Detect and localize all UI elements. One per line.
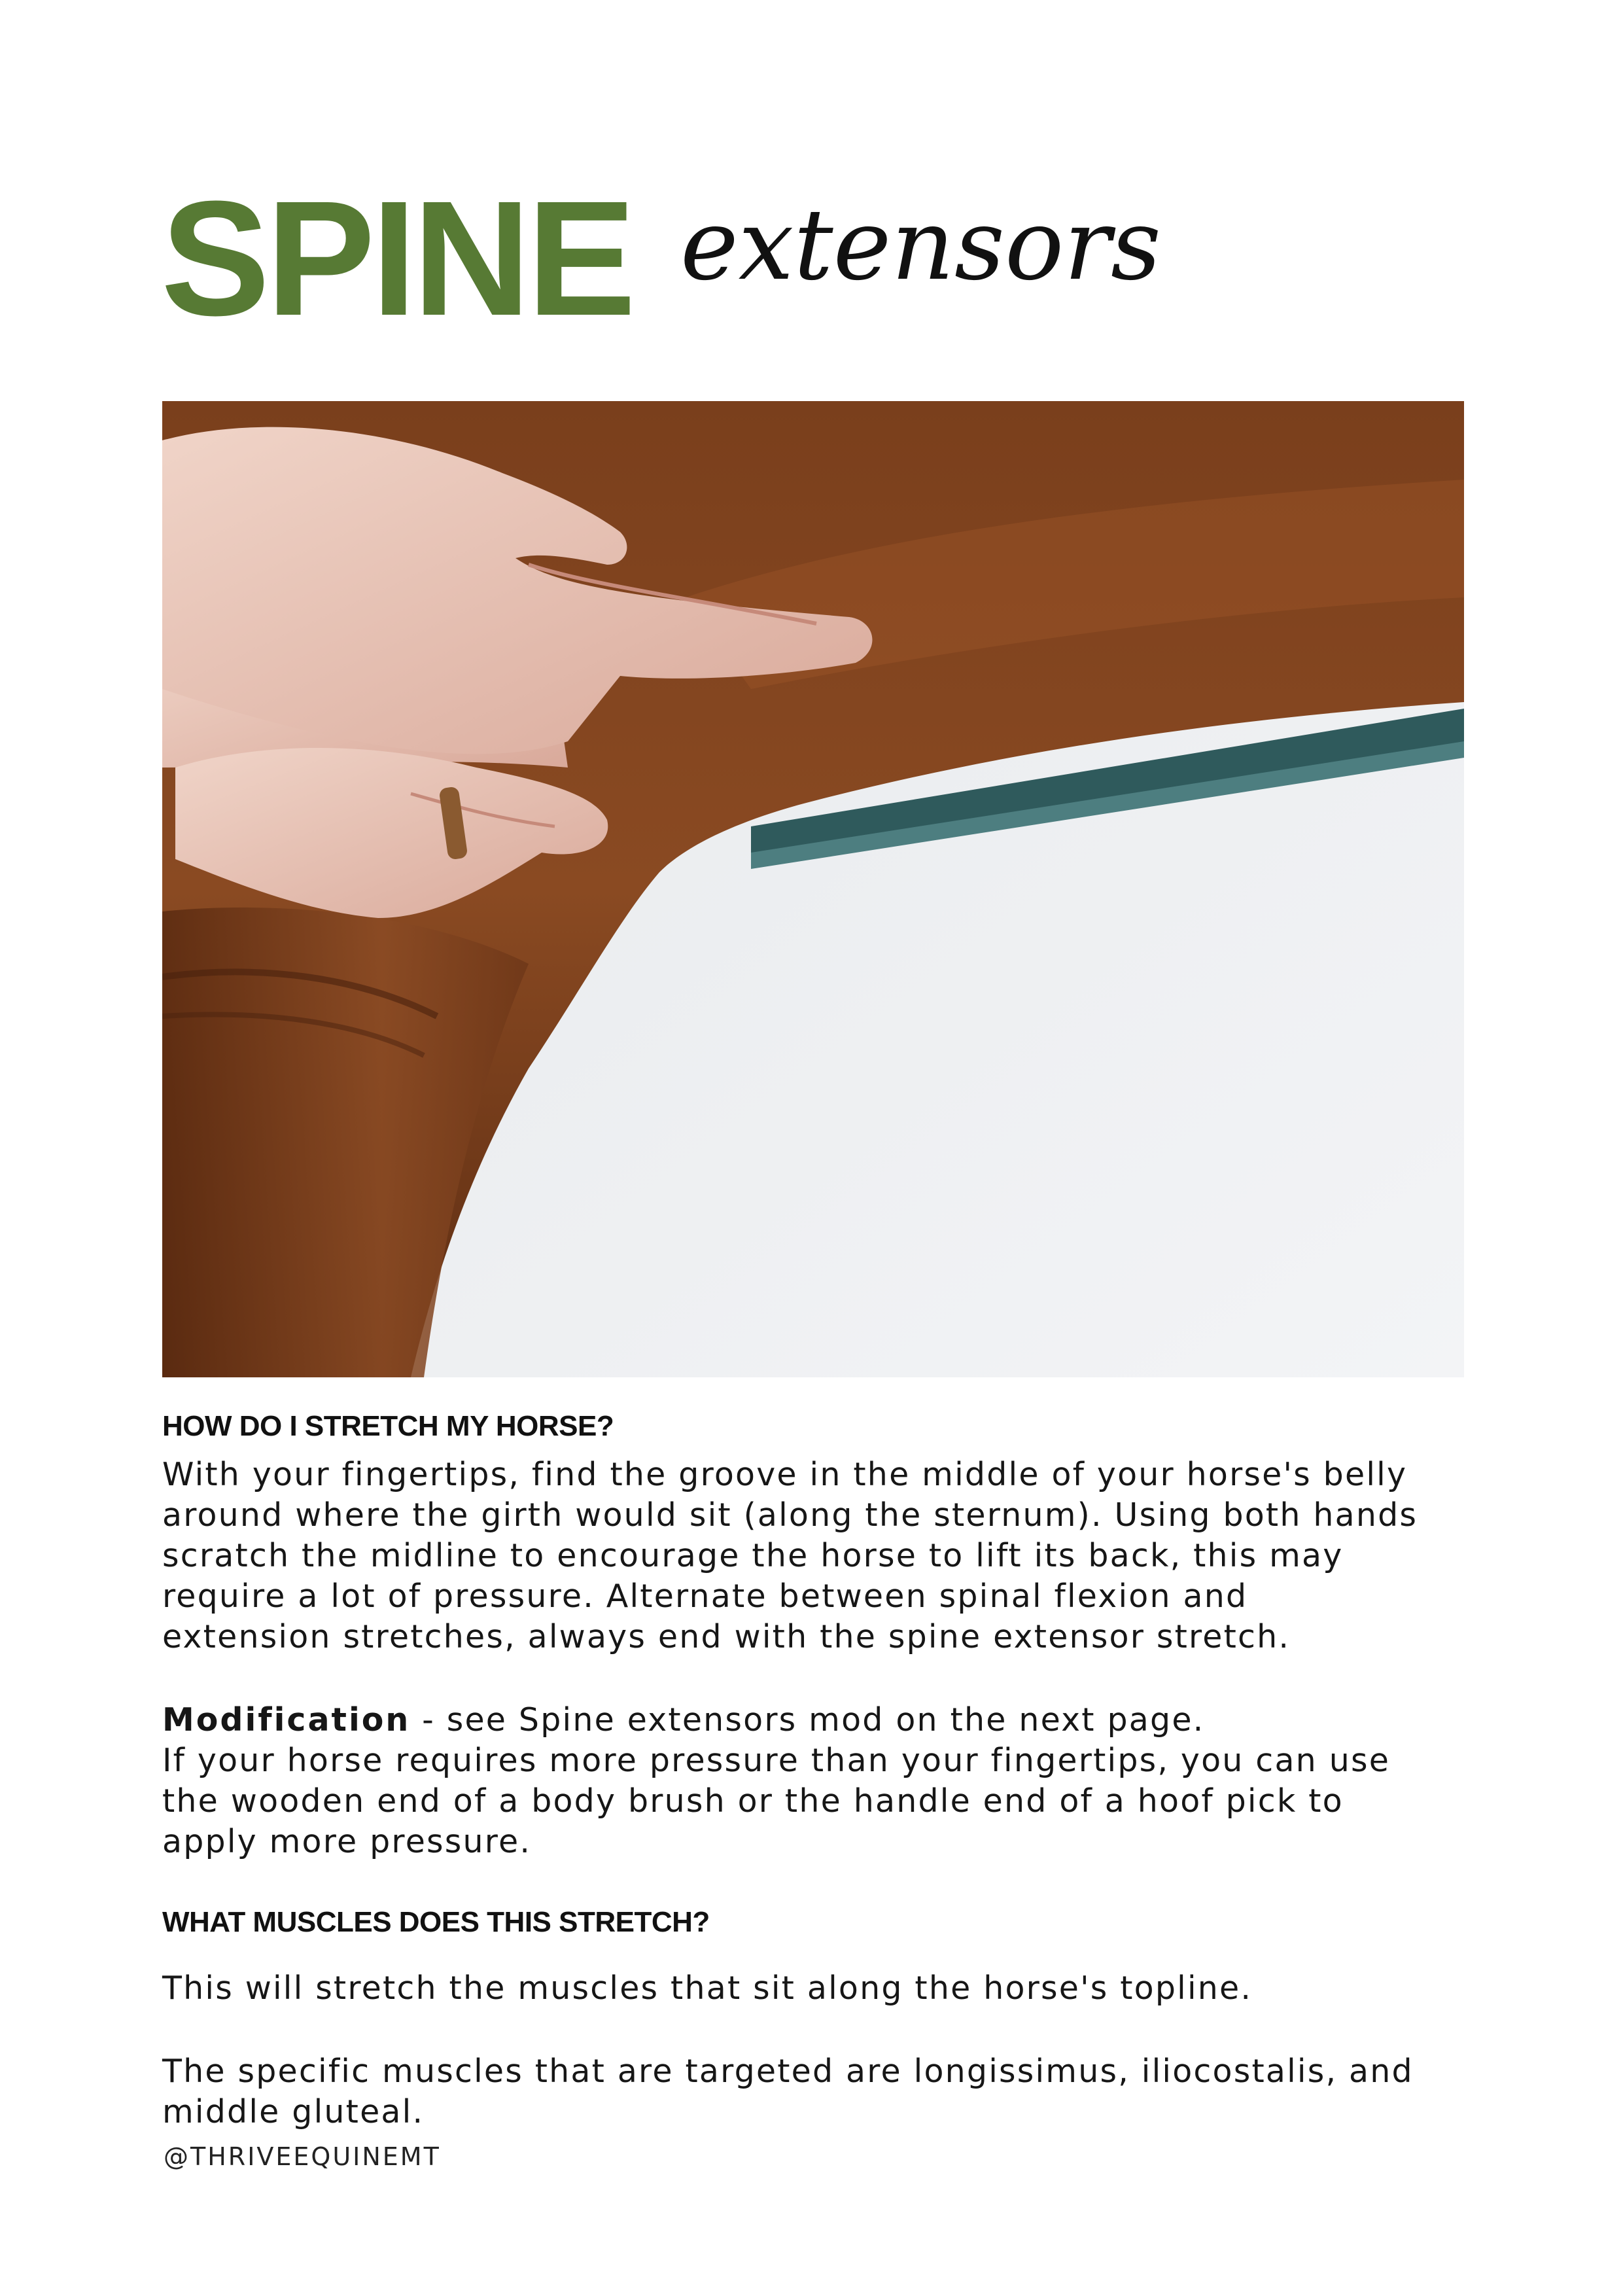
- instructions-paragraph: [162, 1455, 1464, 1657]
- section-heading-how-to-stretch: HOW DO I STRETCH MY HORSE?: [162, 1410, 614, 1442]
- instructions-line: around where the girth would sit (along the sternum). Using both hands: [162, 1496, 1418, 1534]
- title-script: extensors: [680, 188, 1161, 302]
- modification-line: the wooden end of a body brush or the handle end of a hoof pick to: [162, 1782, 1344, 1820]
- modification-line: If your horse requires more pressure than your fingertips, you can use: [162, 1742, 1391, 1779]
- muscles-paragraph-2: [162, 2051, 1464, 2132]
- instructions-line: scratch the midline to encourage the horse to lift its back, this may: [162, 1537, 1344, 1574]
- horse-stretch-photo: [162, 401, 1464, 1377]
- modification-line: apply more pressure.: [162, 1823, 532, 1860]
- muscles-line: middle gluteal.: [162, 2093, 425, 2130]
- muscles-line: The specific muscles that are targeted are longissimus, iliocostalis, and: [162, 2053, 1414, 2090]
- title-main: SPINE: [161, 167, 633, 349]
- muscles-line: This will stretch the muscles that sit along the horse's topline.: [162, 1969, 1253, 2007]
- instructions-line: With your fingertips, find the groove in the middle of your horse's belly: [162, 1456, 1408, 1493]
- modification-paragraph: [162, 1700, 1464, 1862]
- modification-first-line-text: - see Spine extensors mod on the next page.: [410, 1701, 1205, 1739]
- modification-label: Modification: [162, 1701, 411, 1739]
- social-handle: @THRIVEEQUINEMT: [164, 2142, 441, 2171]
- instructions-line: require a lot of pressure. Alternate between spinal flexion and: [162, 1578, 1248, 1615]
- instructions-line: extension stretches, always end with the spine extensor stretch.: [162, 1618, 1291, 1655]
- modification-first-line: [162, 1700, 1464, 1740]
- section-heading-muscles: WHAT MUSCLES DOES THIS STRETCH?: [162, 1906, 710, 1938]
- photo-hands-stretching-horse-belly-icon: [162, 401, 1464, 1377]
- muscles-paragraph-1: [162, 1968, 1464, 2009]
